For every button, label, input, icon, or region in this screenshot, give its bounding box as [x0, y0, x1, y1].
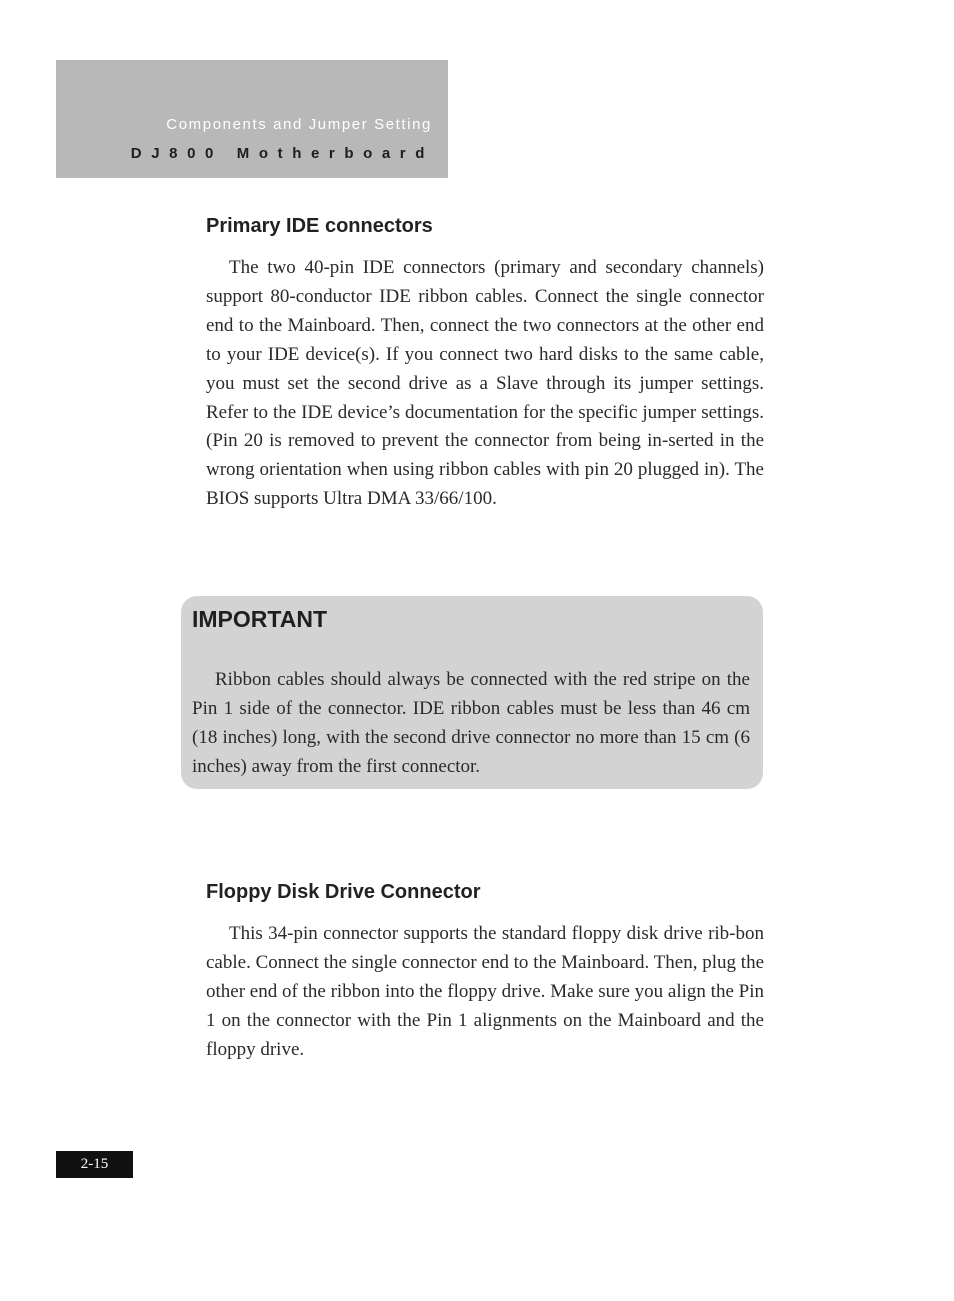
floppy-heading: Floppy Disk Drive Connector: [206, 881, 481, 903]
important-body: Ribbon cables should always be connected with the red stripe on the Pin 1 side of the connector. IDE ribbon cables must be less than 46 cm (18 inches) long, with the second drive connector no more than 15 cm (6 inches) away from the first connector.: [192, 669, 750, 777]
floppy-body: This 34-pin connector supports the standard floppy disk drive rib-bon cable. Connect the single connector end to the Mainboard. Then, plug the other end of the ribbon into the floppy drive. Make sure you align the Pin 1 on the connector with the Pin 1 alignments on the Mainboard and the floppy drive.: [206, 923, 764, 1060]
primary-ide-heading: Primary IDE connectors: [206, 215, 433, 237]
product-name: DJ800 Motherboard: [130, 145, 434, 162]
important-callout: [181, 596, 763, 789]
chapter-header: [56, 60, 448, 178]
chapter-section-title: Components and Jumper Setting: [166, 116, 432, 133]
primary-ide-body: The two 40-pin IDE connectors (primary and secondary channels) support 80-conductor IDE ribbon cables. Connect the single connector end to the Mainboard. Then, connect the two connectors at the other end to your IDE device(s). If you connect two hard disks to the same cable, you must set the second drive as a Slave through its jumper settings. Refer to the IDE device’s documentation for the specific jumper settings. (Pin 20 is removed to prevent the connector from being in-serted in the wrong orientation when using ribbon cables with pin 20 plugged in). The BIOS supports Ultra DMA 33/66/100.: [206, 257, 764, 510]
important-title: IMPORTANT: [192, 606, 328, 632]
page-number: 2-15: [56, 1151, 133, 1178]
